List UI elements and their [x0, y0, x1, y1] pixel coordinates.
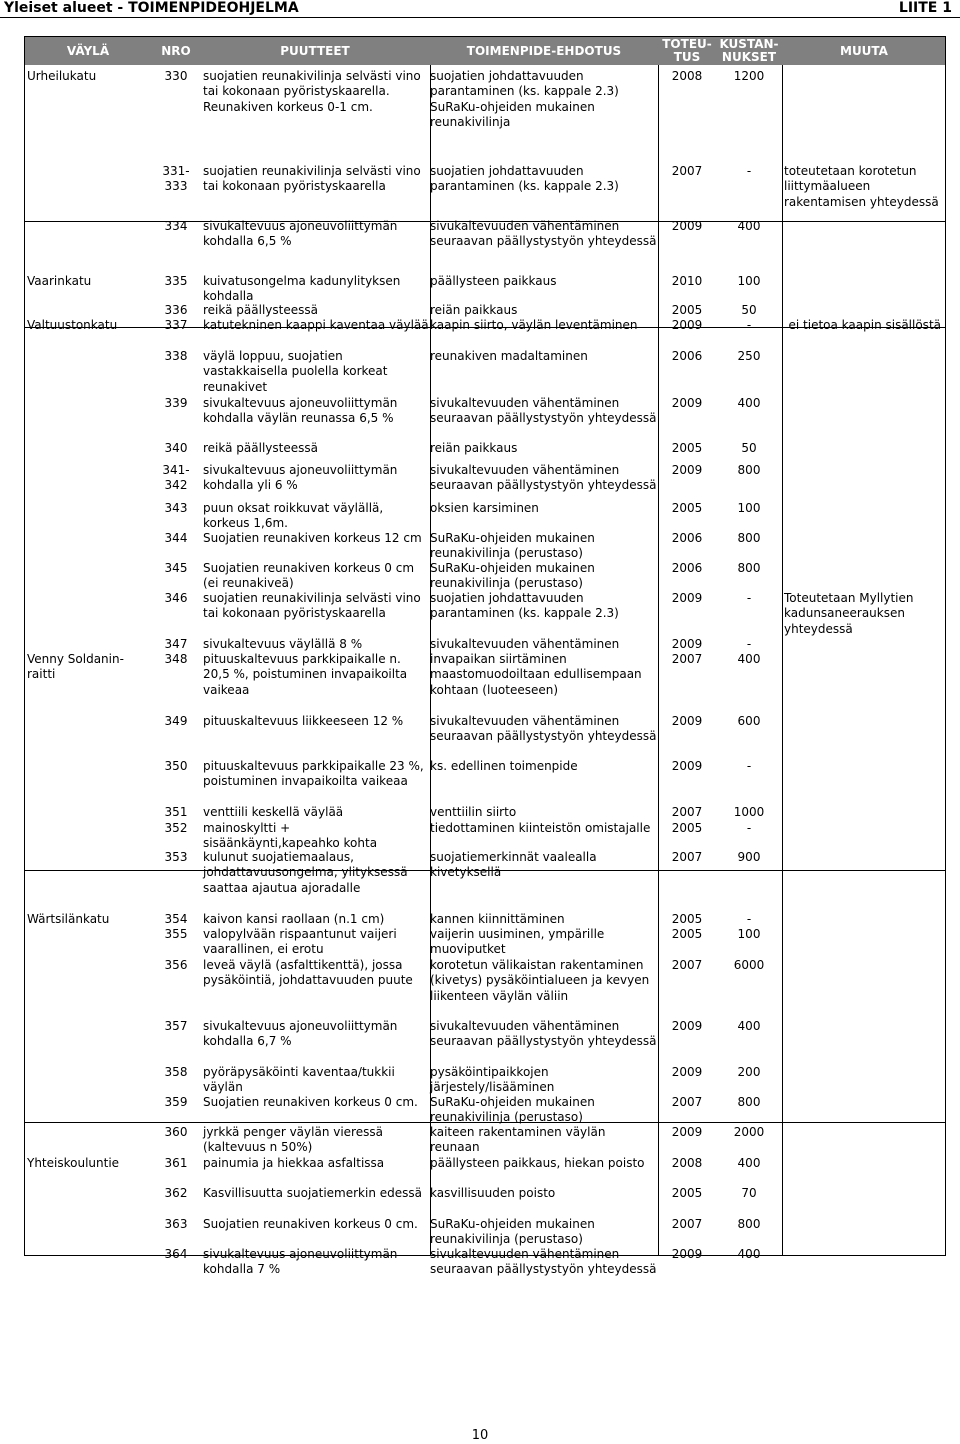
cell-kustannukset: -: [746, 821, 752, 835]
cell-toimenpide: sivukaltevuuden vähentäminen: [430, 637, 620, 651]
cell-puutteet: kuivatusongelma kadunylityksen kohdalla: [203, 274, 401, 304]
cell-toimenpide: sivukaltevuuden vähentäminen seuraavan päällystystyön yhteydessä: [430, 1247, 657, 1277]
cell-kustannukset: 200: [737, 1065, 761, 1079]
appendix-label: LIITE 1: [898, 0, 952, 16]
cell-kustannukset: 400: [737, 652, 761, 666]
cell-toimenpide: suojatien johdattavuuden parantaminen (ks. kappale 2.3): [430, 164, 619, 194]
cell-nro: 360: [164, 1125, 188, 1139]
cell-toimenpide: reiän paikkaus: [430, 441, 518, 455]
cell-toimenpide: venttiilin siirto: [430, 805, 517, 819]
cell-nro: 364: [164, 1247, 188, 1261]
cell-vayla: Valtuustonkatu: [27, 318, 118, 332]
cell-puutteet: suojatien reunakivilinja selvästi vino tai kokonaan pyöristyskaarella. Reunakiven korkeus 0-1 cm.: [203, 69, 421, 114]
cell-kustannukset: -: [746, 759, 752, 773]
cell-puutteet: väylä loppuu, suojatien vastakkaisella puolella korkeat reunakivet: [203, 349, 388, 394]
cell-kustannukset: -: [746, 318, 752, 332]
cell-puutteet: valopylvään rispaantunut vaijeri vaarallinen, ei erotu: [203, 927, 397, 957]
cell-toimenpide: sivukaltevuuden vähentäminen seuraavan päällystystyön yhteydessä: [430, 396, 657, 426]
cell-toimenpide: kannen kiinnittäminen: [430, 912, 565, 926]
cell-kustannukset: 800: [737, 463, 761, 477]
cell-puutteet: Kasvillisuutta suojatiemerkin edessä: [203, 1186, 422, 1200]
cell-kustannukset: 400: [737, 1156, 761, 1170]
cell-nro: 339: [164, 396, 188, 410]
col-header-toteutus: TOTEU- TUS: [662, 37, 712, 64]
cell-kustannukset: 800: [737, 561, 761, 575]
cell-toteutus: 2007: [671, 1095, 703, 1109]
cell-nro: 354: [164, 912, 188, 926]
cell-puutteet: pyöräpysäköinti kaventaa/tukkii väylän: [203, 1065, 395, 1095]
cell-toteutus: 2009: [671, 318, 703, 332]
cell-toimenpide: päällysteen paikkaus, hiekan poisto: [430, 1156, 645, 1170]
cell-puutteet: leveä väylä (asfalttikenttä), jossa pysäköintiä, johdattavuuden puute: [203, 958, 413, 988]
cell-toimenpide: sivukaltevuuden vähentäminen seuraavan päällystystyön yhteydessä: [430, 219, 657, 249]
cell-toimenpide: tiedottaminen kiinteistön omistajalle: [430, 821, 651, 835]
cell-nro: 345: [164, 561, 188, 575]
cell-toteutus: 2006: [671, 561, 703, 575]
cell-toimenpide: ks. edellinen toimenpide: [430, 759, 578, 773]
cell-toimenpide: reunakiven madaltaminen: [430, 349, 588, 363]
cell-puutteet: sivukaltevuus väylällä 8 %: [203, 637, 363, 651]
cell-toteutus: 2007: [671, 652, 703, 666]
cell-kustannukset: -: [746, 637, 752, 651]
cell-nro: 330: [164, 69, 188, 83]
cell-toteutus: 2007: [671, 958, 703, 972]
header-divider: [0, 17, 960, 18]
cell-toteutus: 2009: [671, 1125, 703, 1139]
col-header-kustannukset: KUSTAN- NUKSET: [719, 37, 779, 64]
cell-vayla: Wärtsilänkatu: [27, 912, 110, 926]
cell-puutteet: suojatien reunakivilinja selvästi vino tai kokonaan pyöristyskaarella: [203, 164, 421, 194]
cell-puutteet: puun oksat roikkuvat väylällä, korkeus 1,6m.: [203, 501, 384, 531]
cell-nro: 355: [164, 927, 188, 941]
cell-vayla: Urheilukatu: [27, 69, 97, 83]
col-header-nro: NRO: [161, 43, 191, 58]
cell-puutteet: Suojatien reunakiven korkeus 12 cm: [203, 531, 422, 545]
column-divider: [782, 65, 783, 1255]
cell-toteutus: 2007: [671, 805, 703, 819]
cell-toimenpide: päällysteen paikkaus: [430, 274, 557, 288]
cell-puutteet: katutekninen kaappi kaventaa väylää: [203, 318, 429, 332]
cell-toteutus: 2006: [671, 349, 703, 363]
cell-kustannukset: 1200: [733, 69, 765, 83]
cell-toteutus: 2009: [671, 591, 703, 605]
cell-toteutus: 2009: [671, 1247, 703, 1261]
cell-nro: 341-342: [162, 463, 190, 493]
document-title: Yleiset alueet - TOIMENPIDEOHJELMA: [4, 0, 299, 16]
cell-puutteet: kaivon kansi raollaan (n.1 cm): [203, 912, 385, 926]
cell-kustannukset: 100: [737, 927, 761, 941]
cell-nro: 347: [164, 637, 188, 651]
cell-toteutus: 2008: [671, 1156, 703, 1170]
cell-toimenpide: suojatien johdattavuuden parantaminen (ks. kappale 2.3) SuRaKu-ohjeiden mukainen reunakivilinja: [430, 69, 619, 130]
cell-puutteet: mainoskyltti + sisäänkäynti,kapeahko kohta: [203, 821, 378, 851]
cell-nro: 361: [164, 1156, 188, 1170]
cell-toimenpide: suojatien johdattavuuden parantaminen (ks. kappale 2.3): [430, 591, 619, 621]
cell-nro: 349: [164, 714, 188, 728]
cell-toteutus: 2009: [671, 759, 703, 773]
cell-nro: 346: [164, 591, 188, 605]
cell-puutteet: jyrkkä penger väylän vieressä (kaltevuus n 50%): [203, 1125, 383, 1155]
cell-toteutus: 2008: [671, 69, 703, 83]
cell-toimenpide: invapaikan siirtäminen maastomuodoiltaan edullisempaan kohtaan (luoteeseen): [430, 652, 642, 697]
cell-nro: 340: [164, 441, 188, 455]
cell-toteutus: 2009: [671, 637, 703, 651]
cell-toteutus: 2009: [671, 714, 703, 728]
page-number: 10: [471, 1428, 489, 1443]
cell-puutteet: reikä päällysteessä: [203, 303, 318, 317]
cell-toteutus: 2007: [671, 850, 703, 864]
cell-nro: 338: [164, 349, 188, 363]
cell-toimenpide: kaapin siirto, väylän leventäminen: [430, 318, 638, 332]
col-header-vayla: VÄYLÄ: [66, 43, 110, 58]
cell-nro: 343: [164, 501, 188, 515]
col-header-puutteet: PUUTTEET: [280, 43, 350, 58]
cell-toimenpide: SuRaKu-ohjeiden mukainen reunakivilinja (perustaso): [430, 561, 595, 591]
cell-toimenpide: kasvillisuuden poisto: [430, 1186, 556, 1200]
cell-kustannukset: -: [746, 591, 752, 605]
cell-muuta: toteutetaan korotetun liittymäalueen rakentamisen yhteydessä: [784, 164, 939, 209]
cell-kustannukset: 400: [737, 396, 761, 410]
cell-puutteet: painumia ja hiekkaa asfaltissa: [203, 1156, 385, 1170]
cell-toteutus: 2006: [671, 531, 703, 545]
cell-toimenpide: SuRaKu-ohjeiden mukainen reunakivilinja (perustaso): [430, 1095, 595, 1125]
cell-puutteet: Suojatien reunakiven korkeus 0 cm.: [203, 1095, 418, 1109]
action-program-table: [24, 36, 946, 1277]
cell-toteutus: 2005: [671, 927, 703, 941]
cell-puutteet: sivukaltevuus ajoneuvoliittymän kohdalla 6,7 %: [203, 1019, 398, 1049]
cell-nro: 335: [164, 274, 188, 288]
cell-toimenpide: sivukaltevuuden vähentäminen seuraavan päällystystyön yhteydessä: [430, 1019, 657, 1049]
cell-nro: 356: [164, 958, 188, 972]
cell-kustannukset: 600: [737, 714, 761, 728]
cell-puutteet: sivukaltevuus ajoneuvoliittymän kohdalla 6,5 %: [203, 219, 398, 249]
cell-toimenpide: kaiteen rakentaminen väylän reunaan: [430, 1125, 606, 1155]
cell-toimenpide: korotetun välikaistan rakentaminen (kivetys) pysäköintialueen ja kevyen liikenteen väylän väliin: [430, 958, 650, 1003]
cell-vayla: Yhteiskouluntie: [27, 1156, 120, 1170]
cell-nro: 357: [164, 1019, 188, 1033]
cell-puutteet: pituuskaltevuus parkkipaikalle 23 %, poistuminen invapaikoilta vaikeaa: [203, 759, 424, 789]
cell-kustannukset: 100: [737, 274, 761, 288]
cell-nro: 344: [164, 531, 188, 545]
cell-kustannukset: 250: [737, 349, 761, 363]
cell-toteutus: 2010: [671, 274, 703, 288]
cell-toimenpide: sivukaltevuuden vähentäminen seuraavan päällystystyön yhteydessä: [430, 714, 657, 744]
cell-toteutus: 2009: [671, 463, 703, 477]
cell-toimenpide: suojatiemerkinnät vaalealla kivetyksellä: [430, 850, 597, 880]
cell-kustannukset: 1000: [733, 805, 765, 819]
cell-puutteet: sivukaltevuus ajoneuvoliittymän kohdalla 7 %: [203, 1247, 398, 1277]
cell-kustannukset: 800: [737, 1217, 761, 1231]
cell-muuta: Toteutetaan Myllytien kadunsaneerauksen yhteydessä: [784, 591, 914, 636]
cell-puutteet: Suojatien reunakiven korkeus 0 cm.: [203, 1217, 418, 1231]
cell-toteutus: 2007: [671, 1217, 703, 1231]
cell-kustannukset: 50: [741, 441, 757, 455]
cell-nro: 337: [164, 318, 188, 332]
cell-toimenpide: SuRaKu-ohjeiden mukainen reunakivilinja (perustaso): [430, 531, 595, 561]
cell-toteutus: 2005: [671, 1186, 703, 1200]
cell-toimenpide: SuRaKu-ohjeiden mukainen reunakivilinja (perustaso): [430, 1217, 595, 1247]
cell-toimenpide: vaijerin uusiminen, ympärille muoviputket: [430, 927, 605, 957]
cell-nro: 331-333: [162, 164, 190, 194]
cell-toteutus: 2005: [671, 441, 703, 455]
cell-nro: 336: [164, 303, 188, 317]
cell-toteutus: 2009: [671, 1065, 703, 1079]
cell-toteutus: 2005: [671, 821, 703, 835]
cell-toteutus: 2009: [671, 396, 703, 410]
cell-nro: 352: [164, 821, 188, 835]
cell-kustannukset: 400: [737, 1247, 761, 1261]
cell-kustannukset: 70: [741, 1186, 757, 1200]
cell-vayla: Venny Soldanin- raitti: [27, 652, 124, 682]
cell-muuta: ei tietoa kaapin sisällöstä: [788, 318, 941, 332]
cell-kustannukset: -: [746, 912, 752, 926]
cell-puutteet: Suojatien reunakiven korkeus 0 cm (ei reunakiveä): [203, 561, 415, 591]
cell-puutteet: sivukaltevuus ajoneuvoliittymän kohdalla väylän reunassa 6,5 %: [203, 396, 398, 426]
cell-kustannukset: 900: [737, 850, 761, 864]
cell-kustannukset: -: [746, 164, 752, 178]
cell-toimenpide: pysäköintipaikkojen järjestely/lisääminen: [430, 1065, 555, 1095]
cell-puutteet: kulunut suojatiemaalaus, johdattavuusongelma, ylityksessä saattaa ajautua ajoradalle: [203, 850, 408, 895]
cell-kustannukset: 2000: [733, 1125, 765, 1139]
cell-toteutus: 2005: [671, 912, 703, 926]
cell-toteutus: 2005: [671, 501, 703, 515]
cell-toimenpide: sivukaltevuuden vähentäminen seuraavan päällystystyön yhteydessä: [430, 463, 657, 493]
cell-puutteet: suojatien reunakivilinja selvästi vino tai kokonaan pyöristyskaarella: [203, 591, 421, 621]
cell-nro: 362: [164, 1186, 188, 1200]
cell-kustannukset: 800: [737, 531, 761, 545]
cell-puutteet: sivukaltevuus ajoneuvoliittymän kohdalla yli 6 %: [203, 463, 398, 493]
cell-puutteet: reikä päällysteessä: [203, 441, 318, 455]
cell-toteutus: 2005: [671, 303, 703, 317]
cell-nro: 351: [164, 805, 188, 819]
cell-toteutus: 2009: [671, 1019, 703, 1033]
cell-vayla: Vaarinkatu: [27, 274, 92, 288]
cell-toimenpide: reiän paikkaus: [430, 303, 518, 317]
cell-toteutus: 2007: [671, 164, 703, 178]
cell-puutteet: venttiili keskellä väylää: [203, 805, 344, 819]
cell-kustannukset: 6000: [733, 958, 765, 972]
cell-toteutus: 2009: [671, 219, 703, 233]
cell-kustannukset: 400: [737, 219, 761, 233]
table-header: [25, 37, 945, 65]
cell-toimenpide: oksien karsiminen: [430, 501, 539, 515]
cell-nro: 353: [164, 850, 188, 864]
col-header-muuta: MUUTA: [840, 43, 888, 58]
cell-nro: 358: [164, 1065, 188, 1079]
cell-nro: 350: [164, 759, 188, 773]
cell-puutteet: pituuskaltevuus parkkipaikalle n. 20,5 %, poistuminen invapaikoilta vaikeaa: [203, 652, 408, 697]
cell-kustannukset: 100: [737, 501, 761, 515]
cell-nro: 348: [164, 652, 188, 666]
cell-nro: 334: [164, 219, 188, 233]
cell-nro: 359: [164, 1095, 188, 1109]
cell-kustannukset: 50: [741, 303, 757, 317]
col-header-toimenpide: TOIMENPIDE-EHDOTUS: [466, 43, 622, 58]
table-body: [25, 65, 945, 1277]
cell-puutteet: pituuskaltevuus liikkeeseen 12 %: [203, 714, 404, 728]
cell-kustannukset: 400: [737, 1019, 761, 1033]
cell-nro: 363: [164, 1217, 188, 1231]
cell-kustannukset: 800: [737, 1095, 761, 1109]
